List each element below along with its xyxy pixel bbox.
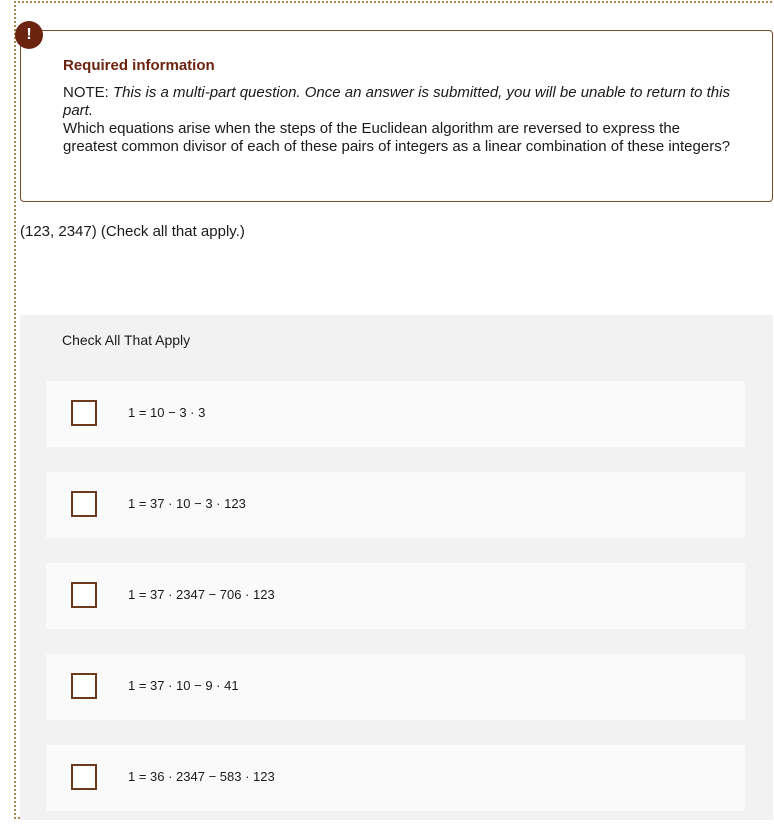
- exclamation-icon: !: [15, 21, 43, 49]
- note-body: This is a multi-part question. Once an answer is submitted, you will be unable to return to this part.: [63, 84, 730, 119]
- answer-option-label: 1 = 37 · 2347 − 706 · 123: [128, 587, 275, 602]
- answer-option[interactable]: [46, 745, 745, 811]
- checkbox[interactable]: [71, 673, 97, 699]
- answer-option[interactable]: [46, 472, 745, 538]
- check-all-header: Check All That Apply: [62, 332, 191, 348]
- check-all-panel: [20, 315, 773, 820]
- answer-option[interactable]: [46, 563, 745, 629]
- note-label: NOTE:: [63, 84, 109, 101]
- required-info-text: [63, 84, 733, 156]
- answer-option[interactable]: [46, 654, 745, 720]
- required-info-box: [20, 30, 773, 202]
- answer-option-label: 1 = 37 · 10 − 3 · 123: [128, 496, 246, 511]
- answer-option-label: 1 = 36 · 2347 − 583 · 123: [128, 769, 275, 784]
- checkbox[interactable]: [71, 764, 97, 790]
- checkbox[interactable]: [71, 582, 97, 608]
- checkbox[interactable]: [71, 400, 97, 426]
- checkbox[interactable]: [71, 491, 97, 517]
- required-info-title: Required information: [63, 57, 215, 74]
- answer-option[interactable]: [46, 381, 745, 447]
- answer-option-label: 1 = 10 − 3 · 3: [128, 405, 206, 420]
- answer-option-label: 1 = 37 · 10 − 9 · 41: [128, 678, 239, 693]
- question-pair-text: (123, 2347) (Check all that apply.): [20, 223, 245, 240]
- question-prompt: Which equations arise when the steps of the Euclidean algorithm are reversed to express the greatest common divisor of each of these pairs of integers as a linear combination of these integers?: [63, 120, 731, 155]
